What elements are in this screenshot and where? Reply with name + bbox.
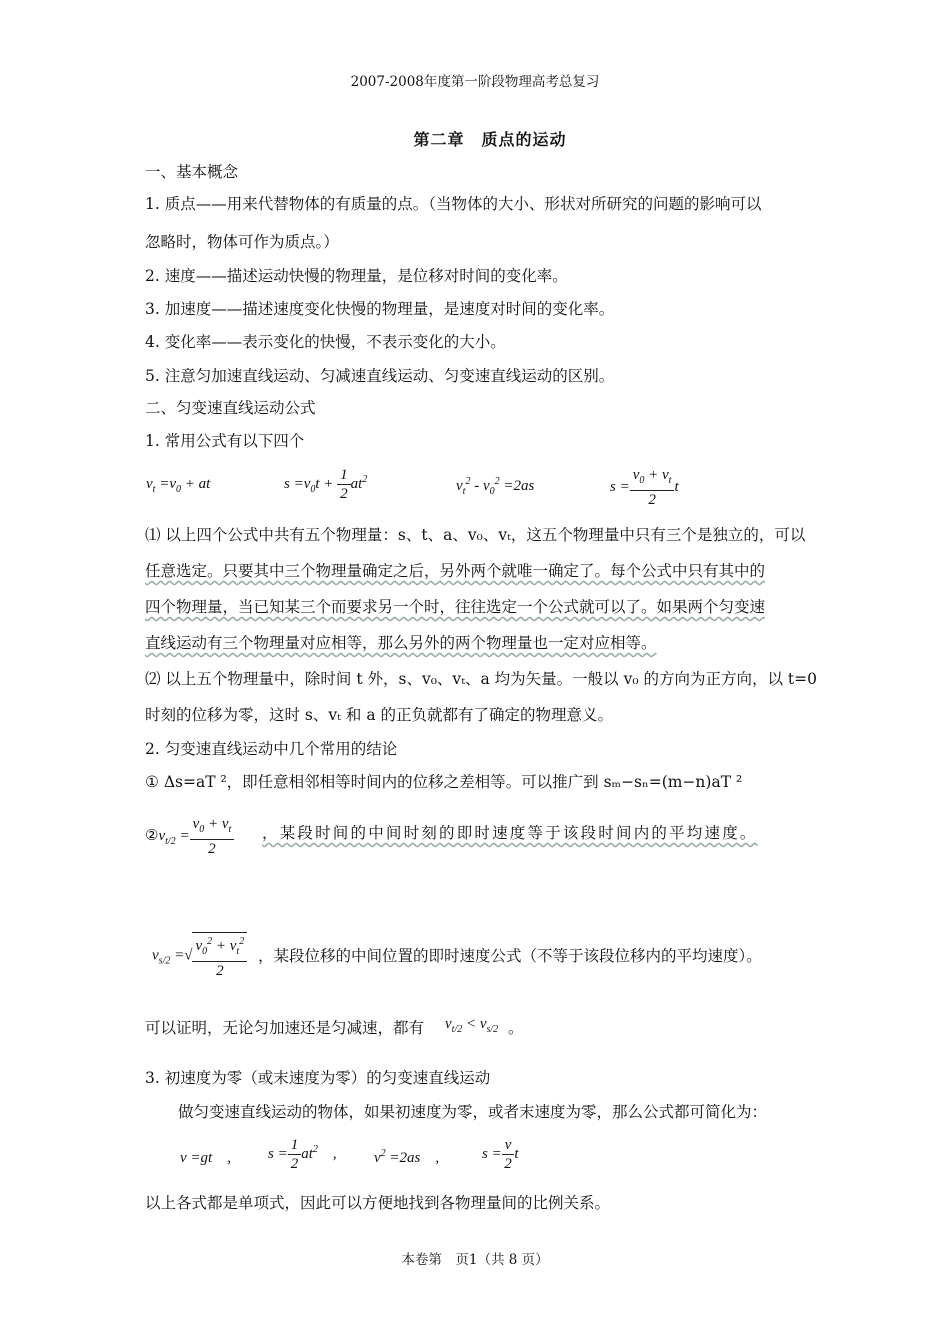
section-heading-2: 二、匀变速直线运动公式 [145, 399, 316, 417]
formula-mid-time-velocity: $②v_{t/2}$ = $\frac{v_0 + v_t}{2}$ [145, 815, 234, 858]
note-1b: 任意选定。只要其中三个物理量确定之后，另外两个就唯一确定了。每个公式中只有其中的 [145, 562, 766, 580]
formula-s-vt-half: s = $\frac{v}{2}$ t [482, 1137, 519, 1172]
note-1d: 直线运动有三个物理量对应相等，那么另外的两个物理量也一定对应相等。 [145, 634, 657, 652]
note-1c: 四个物理量，当已知某三个而要求另一个时，往往选定一个公式就可以了。如果两个匀变速 [145, 598, 766, 616]
paragraph-3: 3. 加速度——描述速度变化快慢的物理量，是速度对时间的变化率。 [145, 300, 615, 318]
paragraph-5: 5. 注意匀加速直线运动、匀减速直线运动、匀变速直线运动的区别。 [145, 367, 615, 385]
formula-displacement: $s =v_0t$ + $\frac{1}{2}$ $at^2$ [284, 467, 368, 502]
note-2a: ⑵ 以上五个物理量中，除时间 t 外，s、v₀、vₜ、a 均为矢量。一般以 v₀ 的方向为正方向，以 t=0 [145, 670, 818, 688]
subheading-conclusions: 2. 匀变速直线运动中几个常用的结论 [145, 740, 398, 758]
page-footer: 本卷第 页1（共 8 页） [401, 1252, 549, 1268]
note-1a: ⑴ 以上四个公式中共有五个物理量：s、t、a、v₀、vₜ，这五个物理量中只有三个是独立的，可以 [145, 526, 806, 544]
subheading-formulas: 1. 常用公式有以下四个 [145, 432, 305, 450]
paragraph-2: 2. 速度——描述运动快慢的物理量，是位移对时间的变化率。 [145, 267, 568, 285]
conclusion-4-end: 。 [508, 1019, 524, 1037]
subheading-zero-velocity: 3. 初速度为零（或末速度为零）的匀变速直线运动 [145, 1069, 491, 1087]
formula-velocity-squared: $v_t^2 - v_0^2 =2as$ [456, 476, 535, 497]
conclusion-3: ，某段位移的中间位置的即时速度公式（不等于该段位移内的平均速度）。 [258, 947, 762, 965]
formula-velocity: $v_t =v_0$ + at [146, 476, 211, 495]
paragraph-4: 4. 变化率——表示变化的快慢，不表示变化的大小。 [145, 333, 506, 351]
section-heading-1: 一、基本概念 [145, 163, 239, 181]
formula-s-half-at2: s = $\frac{1}{2}$ $at^2$ , [268, 1137, 337, 1172]
paragraph-1b: 忽略时，物体可作为质点。） [145, 233, 339, 251]
formula-mid-position-velocity: $v_{s/2}$ =√ $\frac{v_0^2 + v_t^2}{2}$ [152, 932, 247, 980]
paragraph-1a: 1. 质点——用来代替物体的有质量的点。（当物体的大小、形状对所研究的问题的影响可以 [145, 195, 762, 213]
conclusion-2: ，某段时间的中间时刻的即时速度等于该段时间内的平均速度。 [262, 824, 758, 842]
formula-v-gt: v =gt , [180, 1150, 231, 1166]
note-2b: 时刻的位移为零，这时 s、vₜ 和 a 的正负就都有了确定的物理意义。 [145, 706, 613, 724]
formula-v2-2as: $v^2 =2as$ , [374, 1148, 440, 1166]
conclusion-4-text: 可以证明，无论匀加速还是匀减速，都有 [145, 1019, 425, 1037]
zero-velocity-intro: 做匀变速直线运动的物体，如果初速度为零，或者末速度为零，那么公式都可简化为： [178, 1103, 768, 1121]
chapter-title: 第二章 质点的运动 [413, 130, 567, 149]
closing-paragraph: 以上各式都是单项式，因此可以方便地找到各物理量间的比例关系。 [145, 1194, 611, 1212]
formula-average: s = $\frac{v_0 + v_t}{2}$ t [610, 467, 679, 508]
formula-inequality: $v_{t/2} < v_{s/2}$ [445, 1016, 499, 1035]
page-header: 2007-2008年度第一阶段物理高考总复习 [350, 74, 600, 90]
conclusion-1: ① Δs=aT ²，即任意相邻相等时间内的位移之差相等。可以推广到 sₘ−sₙ=(m−n)aT ² [145, 773, 743, 791]
